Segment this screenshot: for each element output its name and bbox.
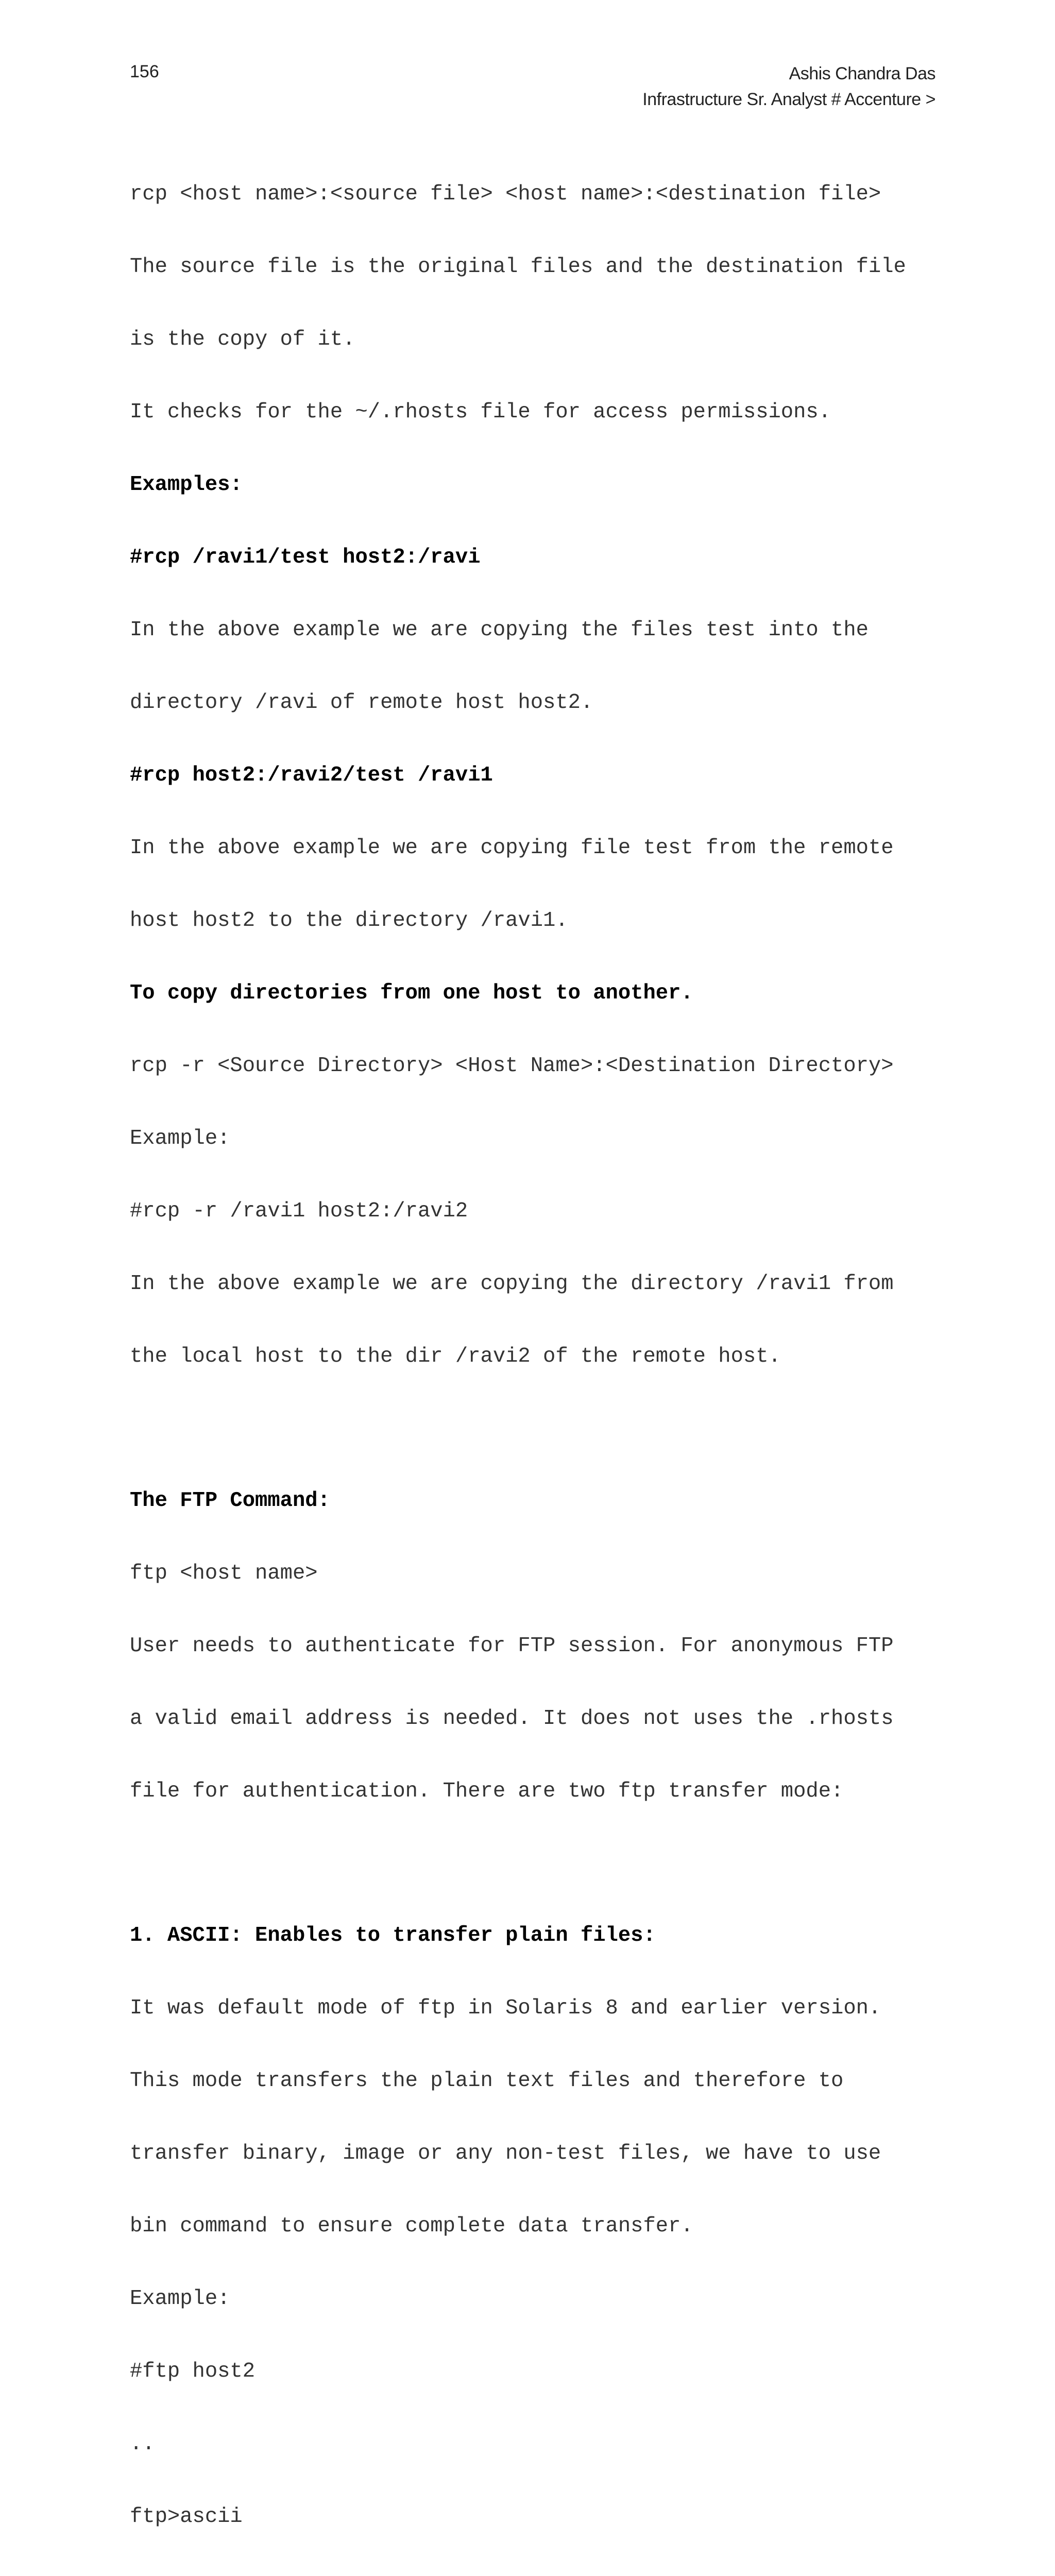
example-command: #rcp /ravi1/test host2:/ravi	[130, 546, 481, 569]
paragraph-spacer	[130, 1852, 954, 1875]
example-description: the local host to the dir /ravi2 of the remote host.	[130, 1345, 781, 1368]
rcp-description-line: It checks for the ~/.rhosts file for access permissions.	[130, 400, 831, 424]
copy-directories-heading: To copy directories from one host to another.	[130, 981, 693, 1005]
author-affiliation: Infrastructure Sr. Analyst # Accenture >	[642, 90, 935, 109]
ftp-syntax: ftp <host name>	[130, 1562, 318, 1585]
session-line: ..	[130, 2432, 155, 2456]
example-command: #rcp host2:/ravi2/test /ravi1	[130, 764, 493, 787]
example-description: host host2 to the directory /ravi1.	[130, 909, 568, 933]
author-name: Ashis Chandra Das	[789, 64, 935, 83]
page-number: 156	[130, 62, 159, 81]
example-description: In the above example we are copying file test from the remote	[130, 836, 894, 860]
ftp-heading: The FTP Command:	[130, 1489, 330, 1513]
ftp-description-line: a valid email address is needed. It does not uses the .rhosts	[130, 1707, 894, 1731]
document-body	[130, 134, 954, 2576]
session-line: ftp>ascii	[130, 2505, 243, 2529]
ascii-description-line: bin command to ensure complete data transfer.	[130, 2214, 693, 2238]
paragraph-spacer	[130, 1417, 954, 1440]
example-label: Example:	[130, 2287, 230, 2311]
example-description: In the above example we are copying the files test into the	[130, 618, 869, 642]
rcp-description-line: is the copy of it.	[130, 328, 355, 351]
example-description: directory /ravi of remote host host2.	[130, 691, 593, 715]
ftp-description-line: file for authentication. There are two ftp transfer mode:	[130, 1780, 844, 1803]
ascii-description-line: This mode transfers the plain text files and therefore to	[130, 2069, 844, 2093]
example-label: Example:	[130, 1127, 230, 1150]
example-command: #rcp -r /ravi1 host2:/ravi2	[130, 1199, 468, 1223]
examples-heading: Examples:	[130, 473, 243, 497]
running-header	[642, 61, 935, 112]
copy-directories-syntax: rcp -r <Source Directory> <Host Name>:<Destination Directory>	[130, 1054, 894, 1078]
example-description: In the above example we are copying the directory /ravi1 from	[130, 1272, 894, 1296]
ascii-heading: 1. ASCII: Enables to transfer plain files:	[130, 1924, 656, 1947]
rcp-syntax: rcp <host name>:<source file> <host name>:<destination file>	[130, 182, 881, 206]
ftp-description-line: User needs to authenticate for FTP session. For anonymous FTP	[130, 1634, 894, 1658]
ascii-description-line: transfer binary, image or any non-test files, we have to use	[130, 2142, 881, 2165]
ascii-description-line: It was default mode of ftp in Solaris 8 and earlier version.	[130, 1996, 881, 2020]
rcp-description-line: The source file is the original files and the destination file	[130, 255, 906, 279]
session-line: #ftp host2	[130, 2360, 256, 2383]
